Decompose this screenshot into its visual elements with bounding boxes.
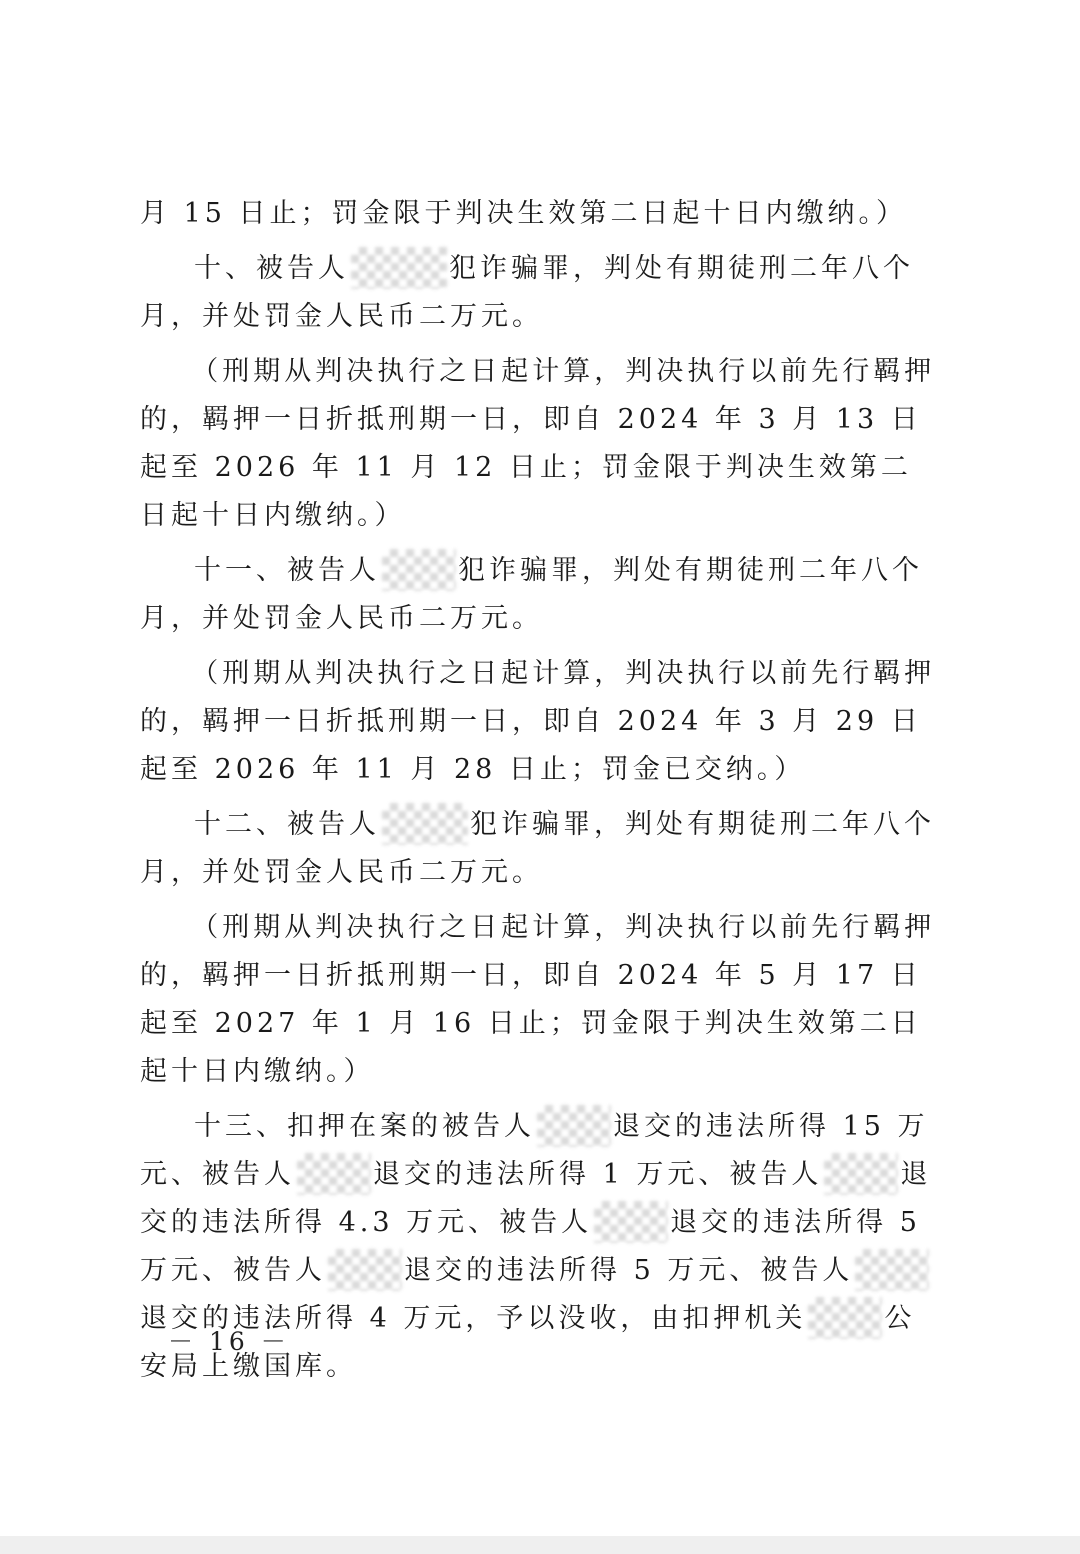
paragraph-sentence-note bbox=[140, 650, 940, 794]
paragraph-item-11 bbox=[140, 547, 940, 643]
redacted-name bbox=[594, 1201, 668, 1243]
paragraph-text: （刑期从判决执行之日起计算，判决执行以前先行羁押的，羁押一日折抵刑期一日，即自 2024 年 3 月 13 日起至 2026 年 11 月 12 日止；罚金限于判决生效第二日起十日内缴纳。） bbox=[140, 356, 936, 531]
redacted-name bbox=[824, 1153, 898, 1195]
redacted-name bbox=[351, 247, 447, 289]
paragraph-sentence-note bbox=[140, 348, 940, 540]
paragraph-item-10 bbox=[140, 245, 940, 341]
paragraph-text: （刑期从判决执行之日起计算，判决执行以前先行羁押的，羁押一日折抵刑期一日，即自 2024 年 3 月 29 日起至 2026 年 11 月 28 日止；罚金已交纳。） bbox=[140, 658, 936, 785]
redacted-name bbox=[328, 1249, 402, 1291]
paragraph-text: 退交的违法所得 5 万元、被告人 bbox=[140, 1207, 921, 1286]
paragraph-continuation bbox=[140, 190, 940, 238]
redacted-name bbox=[382, 803, 468, 845]
paragraph-text: 犯诈骗罪，判处有期徒刑二年八个月，并处罚金人民币二万元。 bbox=[140, 555, 923, 634]
paragraph-text: 十三、扣押在案的被告人 bbox=[194, 1111, 535, 1142]
paragraph-text: 犯诈骗罪，判处有期徒刑二年八个月，并处罚金人民币二万元。 bbox=[140, 809, 935, 888]
paragraph-text: 公安局上缴国库。 bbox=[140, 1303, 916, 1382]
paragraph-text: 十二、被告人 bbox=[194, 809, 380, 840]
paragraph-text: 十一、被告人 bbox=[194, 555, 380, 586]
bottom-edge-bar bbox=[0, 1536, 1080, 1554]
paragraph-sentence-note bbox=[140, 904, 940, 1096]
paragraph-text: 退交的违法所得 4.3 万元、被告人 bbox=[140, 1159, 932, 1238]
judgment-text bbox=[140, 190, 940, 1398]
paragraph-text: 退交的违法所得 1 万元、被告人 bbox=[373, 1159, 823, 1190]
paragraph-text: 犯诈骗罪，判处有期徒刑二年八个月，并处罚金人民币二万元。 bbox=[140, 253, 914, 332]
paragraph-item-12 bbox=[140, 801, 940, 897]
redacted-name bbox=[382, 549, 456, 591]
redacted-name bbox=[537, 1105, 611, 1147]
paragraph-text: 退交的违法所得 4 万元，予以没收，由扣押机关 bbox=[140, 1303, 807, 1334]
paragraph-text: 退交的违法所得 5 万元、被告人 bbox=[404, 1255, 854, 1286]
paragraph-text: 退交的违法所得 15 万元、被告人 bbox=[140, 1111, 929, 1190]
paragraph-text: 十、被告人 bbox=[194, 253, 349, 284]
page-number: － 16 － bbox=[168, 1327, 290, 1356]
redacted-place bbox=[808, 1297, 882, 1339]
paragraph-text: （刑期从判决执行之日起计算，判决执行以前先行羁押的，羁押一日折抵刑期一日，即自 2024 年 5 月 17 日起至 2027 年 1 月 16 日止；罚金限于判决生效第二日起十日内缴纳。） bbox=[140, 912, 936, 1087]
redacted-name bbox=[297, 1153, 371, 1195]
redacted-name bbox=[855, 1249, 929, 1291]
paragraph-text: 月 15 日止；罚金限于判决生效第二日起十日内缴纳。） bbox=[140, 198, 908, 229]
